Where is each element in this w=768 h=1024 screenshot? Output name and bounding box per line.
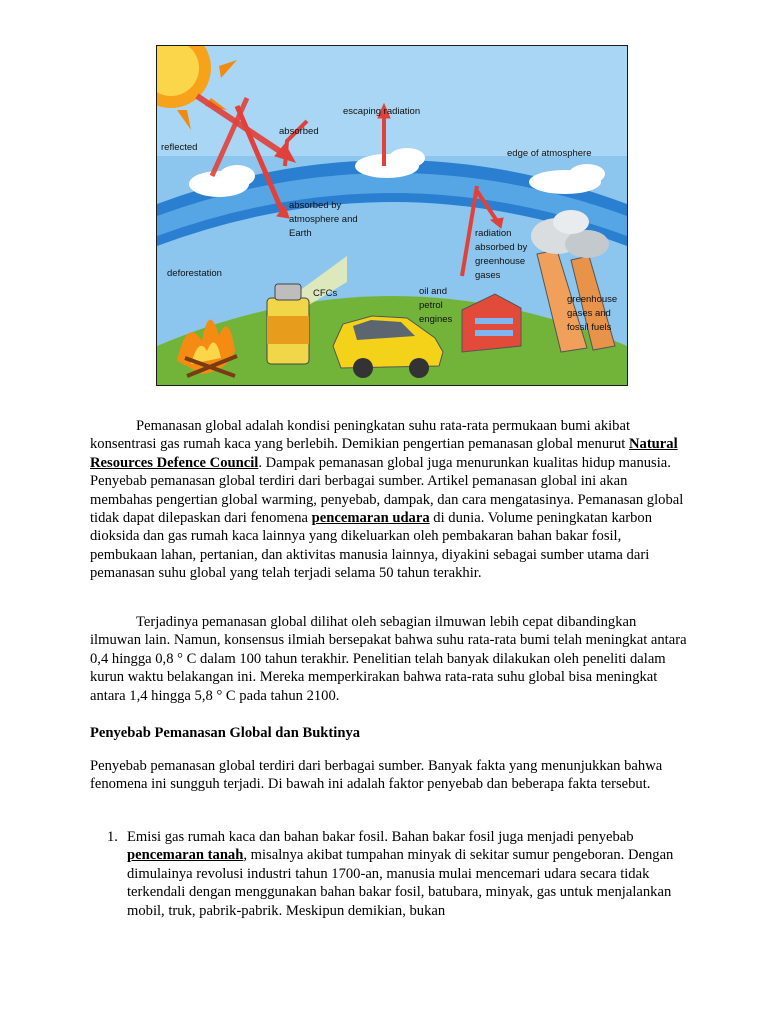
paragraph1-middle: . Dampak pemanasan global juga menurunkan kualitas hidup manusia. Penyebab pemanasan global terdiri dari berbagai sumber. Artikel pemanasan global ini akan membahas pengertian global warming, penyebab, dampak, dan cara mengatasinya. Pemanasan global tidak dapat dilepaskan dari fenomena (90, 454, 684, 527)
label-oil-2: petrol (419, 300, 443, 311)
paragraph1-end: di dunia. Volume peningkatan karbon dioksida dan gas rumah kaca lainnya yang dikeluarkan oleh pembakaran bahan bakar fosil, pembukaan lahan, pertanian, dan aktivitas manusia lainnya, diyakini sebagai sumber utama dari pemanasan suhu global yang telah terjadi selama 50 tahun terakhir. (90, 510, 653, 582)
paragraph-temperature (90, 613, 690, 705)
paragraph-definition (90, 417, 690, 583)
label-greenhouse-1: greenhouse (567, 294, 618, 305)
label-edge-of-atmosphere: edge of atmosphere (507, 148, 592, 159)
label-absorbed-by-2: atmosphere and (289, 214, 358, 225)
list-item-after-link: , misalnya akibat tumpahan minyak di sekitar sumur pengeboran. Dengan dimulainya revolusi industri tahun 1700-an, manusia mulai mencemari udara secara tidak terkendali dengan menggunakan bahan bakar fosil, batubara, minyak, gas untuk menjalankan mobil, truk, pabrik-pabrik. Meskipun demikian, bukan (127, 847, 674, 919)
paragraph-causes-intro: Penyebab pemanasan global terdiri dari berbagai sumber. Banyak fakta yang menunjukkan bahwa fenomena ini sungguh terjadi. Di bawah ini adalah faktor penyebab dan beberapa fakta tersebut. (90, 758, 663, 793)
label-absorbed-by-1: absorbed by (289, 200, 342, 211)
section-heading: Penyebab Pemanasan Global dan Buktinya (90, 725, 361, 741)
greenhouse-effect-diagram (156, 45, 628, 386)
list-item-text (127, 828, 687, 920)
label-radiation-2: absorbed by (475, 242, 528, 253)
label-cfcs: CFCs (313, 288, 338, 299)
link-natural-resources-defence-council[interactable]: Natural Resources Defence Council (90, 436, 678, 471)
link-pencemaran-udara[interactable]: pencemaran udara (311, 510, 430, 527)
label-reflected: reflected (161, 142, 198, 153)
label-radiation-3: greenhouse (475, 256, 526, 267)
label-greenhouse-2: gases and (567, 308, 611, 319)
label-deforestation: deforestation (167, 268, 222, 279)
label-oil-3: engines (419, 314, 453, 325)
paragraph2-text: Terjadinya pemanasan global dilihat oleh sebagian ilmuwan lebih cepat dibandingkan ilmuwan lain. Namun, konsensus ilmiah bersepakat bahwa suhu rata-rata bumi telah meningkat antara 0,4 hingga 0,8 ° C dalam 100 tahun terakhir. Penelitian telah banyak dilakukan oleh peneliti dalam kurun waktu belakangan ini. Mereka memperkirakan bahwa rata-rata suhu global bisa meningkat antara 1,4 hingga 5,8 ° C pada tahun 2100. (90, 614, 687, 704)
list-number: 1. (107, 829, 118, 845)
label-greenhouse-3: fossil fuels (567, 322, 612, 333)
list-item-before-link: Emisi gas rumah kaca dan bahan bakar fosil. Bahan bakar fosil juga menjadi penyebab (127, 829, 634, 845)
link-pencemaran-tanah[interactable]: pencemaran tanah (127, 847, 244, 864)
paragraph1-before-link: Pemanasan global adalah kondisi peningkatan suhu rata-rata permukaan bumi akibat konsentrasi gas rumah kaca yang berlebih. Demikian pengertian pemanasan global menurut (90, 418, 630, 453)
label-escaping-radiation: escaping radiation (343, 106, 421, 117)
list-item (107, 828, 687, 920)
label-radiation-1: radiation (475, 228, 512, 239)
label-radiation-4: gases (475, 270, 501, 281)
causes-list (107, 828, 687, 920)
label-absorbed: absorbed (279, 126, 319, 137)
label-absorbed-by-3: Earth (289, 228, 312, 239)
diagram-canvas (157, 46, 627, 385)
label-oil-1: oil and (419, 286, 447, 297)
